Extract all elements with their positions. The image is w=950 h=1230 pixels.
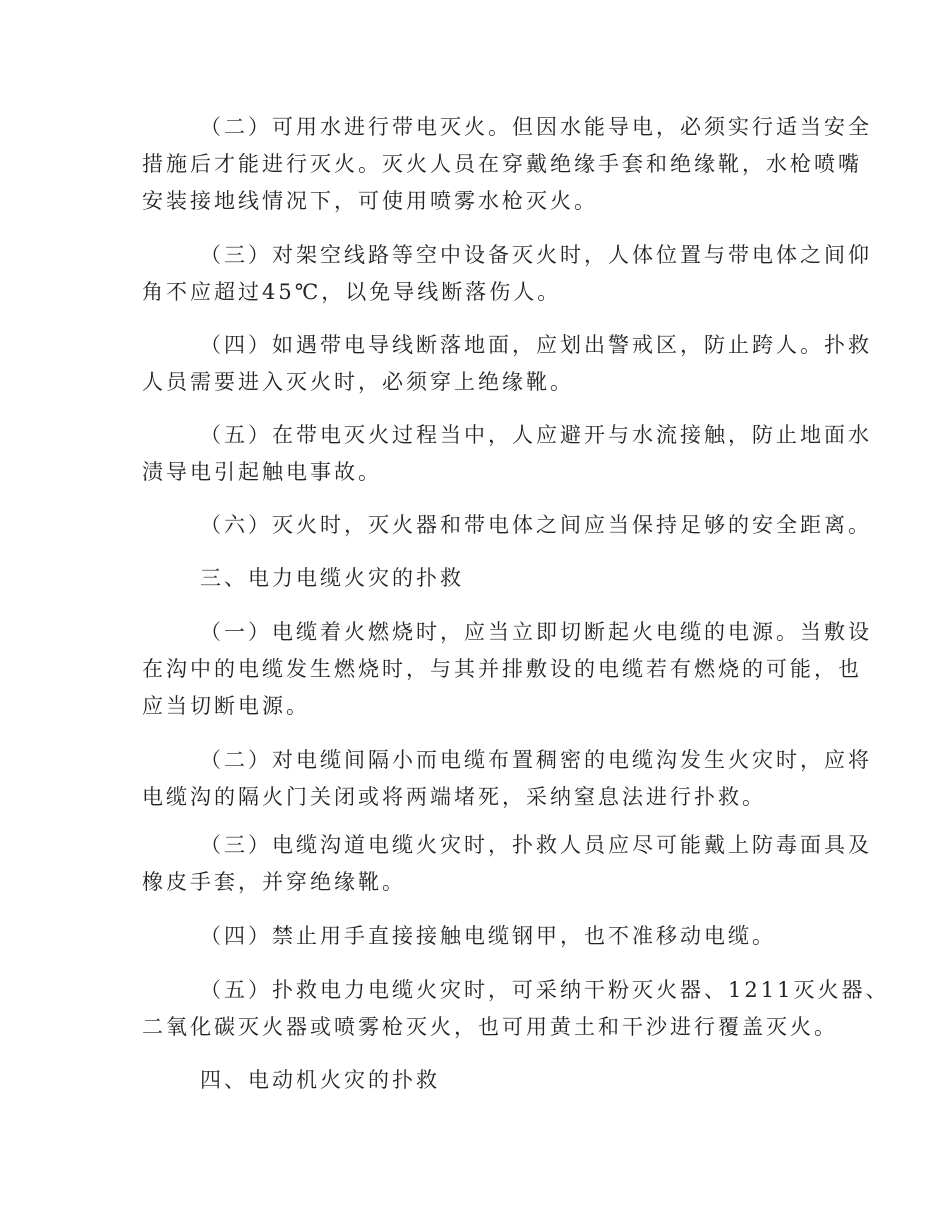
paragraph-line: 应当切断电源。 — [142, 694, 310, 718]
paragraph-line: 渍导电引起触电事故。 — [142, 460, 382, 484]
paragraph-line: 橡皮手套，并穿绝缘靴。 — [142, 870, 406, 894]
paragraph-line: 人员需要进入灭火时，必须穿上绝缘靴。 — [142, 370, 574, 394]
paragraph-line: （四）如遇带电导线断落地面，应划出警戒区，防止跨人。扑救 — [200, 333, 872, 357]
section-heading: 三、电力电缆火灾的扑救 — [200, 566, 464, 590]
section-heading: 四、电动机火灾的扑救 — [200, 1068, 440, 1092]
paragraph-line: 安装接地线情况下，可使用喷雾水枪灭火。 — [142, 189, 598, 213]
paragraph-line: （四）禁止用手直接接触电缆钢甲，也不准移动电缆。 — [200, 924, 776, 948]
paragraph-line: （一）电缆着火燃烧时，应当立即切断起火电缆的电源。当敷设 — [200, 620, 872, 644]
paragraph-line: 在沟中的电缆发生燃烧时，与其并排敷设的电缆若有燃烧的可能，也 — [142, 657, 862, 681]
paragraph-line: （二）对电缆间隔小而电缆布置稠密的电缆沟发生火灾时，应将 — [200, 748, 872, 772]
paragraph-line: 二氧化碳灭火器或喷雾枪灭火，也可用黄土和干沙进行覆盖灭火。 — [142, 1015, 838, 1039]
paragraph-line: 角不应超过45℃，以免导线断落伤人。 — [142, 280, 562, 304]
paragraph-line: （三）对架空线路等空中设备灭火时，人体位置与带电体之间仰 — [200, 243, 872, 267]
paragraph-line: 措施后才能进行灭火。灭火人员在穿戴绝缘手套和绝缘靴，水枪喷嘴 — [142, 152, 862, 176]
paragraph-line: 电缆沟的隔火门关闭或将两端堵死，采纳窒息法进行扑救。 — [142, 785, 766, 809]
paragraph-line: （二）可用水进行带电灭火。但因水能导电，必须实行适当安全 — [200, 115, 872, 139]
paragraph-line: （六）灭火时，灭火器和带电体之间应当保持足够的安全距离。 — [200, 513, 872, 537]
paragraph-line: （三）电缆沟道电缆火灾时，扑救人员应尽可能戴上防毒面具及 — [200, 833, 872, 857]
paragraph-line: （五）在带电灭火过程当中，人应避开与水流接触，防止地面水 — [200, 423, 872, 447]
paragraph-line: （五）扑救电力电缆火灾时，可采纳干粉灭火器、1211灭火器、 — [200, 978, 890, 1002]
